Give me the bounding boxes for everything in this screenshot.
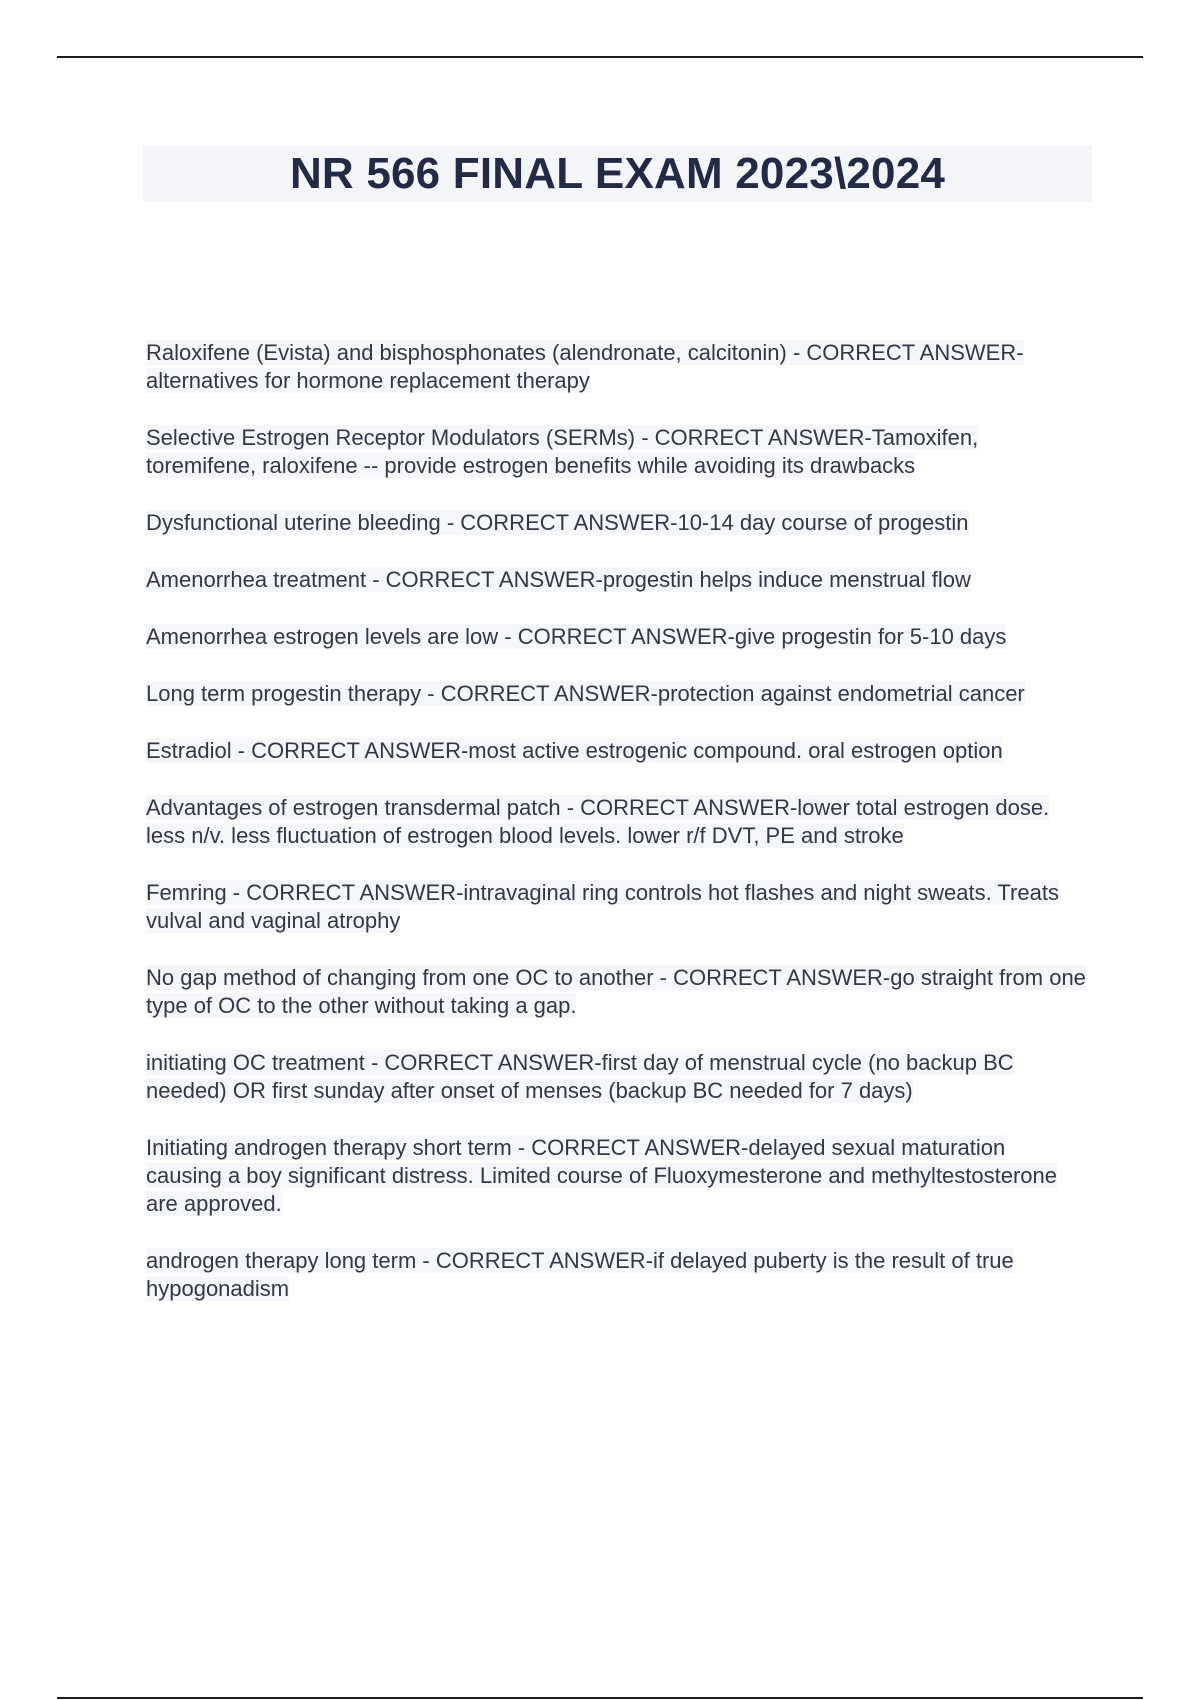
top-rule bbox=[57, 56, 1143, 58]
qa-item bbox=[146, 964, 1086, 1020]
page-title: NR 566 FINAL EXAM 2023\2024 bbox=[289, 149, 946, 198]
qa-text: androgen therapy long term - CORRECT ANSWER-if delayed puberty is the result of true hypogonadism bbox=[146, 1248, 1014, 1301]
qa-item bbox=[146, 1049, 1086, 1105]
qa-text: Dysfunctional uterine bleeding - CORRECT ANSWER-10-14 day course of progestin bbox=[146, 510, 969, 535]
qa-text: Long term progestin therapy - CORRECT ANSWER-protection against endometrial cancer bbox=[146, 681, 1025, 706]
qa-text: Initiating androgen therapy short term - CORRECT ANSWER-delayed sexual maturation causing a boy significant distress. Limited course of Fluoxymesterone and methyltestosterone are approved. bbox=[146, 1135, 1058, 1216]
qa-item bbox=[146, 737, 1086, 765]
qa-item bbox=[146, 879, 1086, 935]
qa-text: No gap method of changing from one OC to another - CORRECT ANSWER-go straight from one type of OC to the other without taking a gap. bbox=[146, 965, 1086, 1018]
qa-item bbox=[146, 1134, 1086, 1218]
qa-item bbox=[146, 339, 1086, 395]
qa-item bbox=[146, 680, 1086, 708]
title-band bbox=[143, 146, 1092, 202]
qa-text: initiating OC treatment - CORRECT ANSWER-first day of menstrual cycle (no backup BC needed) OR first sunday after onset of menses (backup BC needed for 7 days) bbox=[146, 1050, 1014, 1103]
qa-text: Raloxifene (Evista) and bisphosphonates (alendronate, calcitonin) - CORRECT ANSWER-alternatives for hormone replacement therapy bbox=[146, 340, 1024, 393]
qa-text: Selective Estrogen Receptor Modulators (SERMs) - CORRECT ANSWER-Tamoxifen, toremifene, raloxifene -- provide estrogen benefits while avoiding its drawbacks bbox=[146, 425, 979, 478]
qa-text: Advantages of estrogen transdermal patch - CORRECT ANSWER-lower total estrogen dose. less n/v. less fluctuation of estrogen blood levels. lower r/f DVT, PE and stroke bbox=[146, 795, 1050, 848]
qa-item bbox=[146, 424, 1086, 480]
qa-item bbox=[146, 623, 1086, 651]
bottom-rule bbox=[57, 1697, 1143, 1699]
qa-item bbox=[146, 794, 1086, 850]
qa-item bbox=[146, 1247, 1086, 1303]
qa-text: Amenorrhea treatment - CORRECT ANSWER-progestin helps induce menstrual flow bbox=[146, 567, 971, 592]
qa-item bbox=[146, 566, 1086, 594]
qa-text: Femring - CORRECT ANSWER-intravaginal ring controls hot flashes and night sweats. Treats vulval and vaginal atrophy bbox=[146, 880, 1059, 933]
qa-text: Amenorrhea estrogen levels are low - CORRECT ANSWER-give progestin for 5-10 days bbox=[146, 624, 1007, 649]
qa-text: Estradiol - CORRECT ANSWER-most active estrogenic compound. oral estrogen option bbox=[146, 738, 1003, 763]
qa-item bbox=[146, 509, 1086, 537]
qa-list bbox=[146, 339, 1086, 1332]
